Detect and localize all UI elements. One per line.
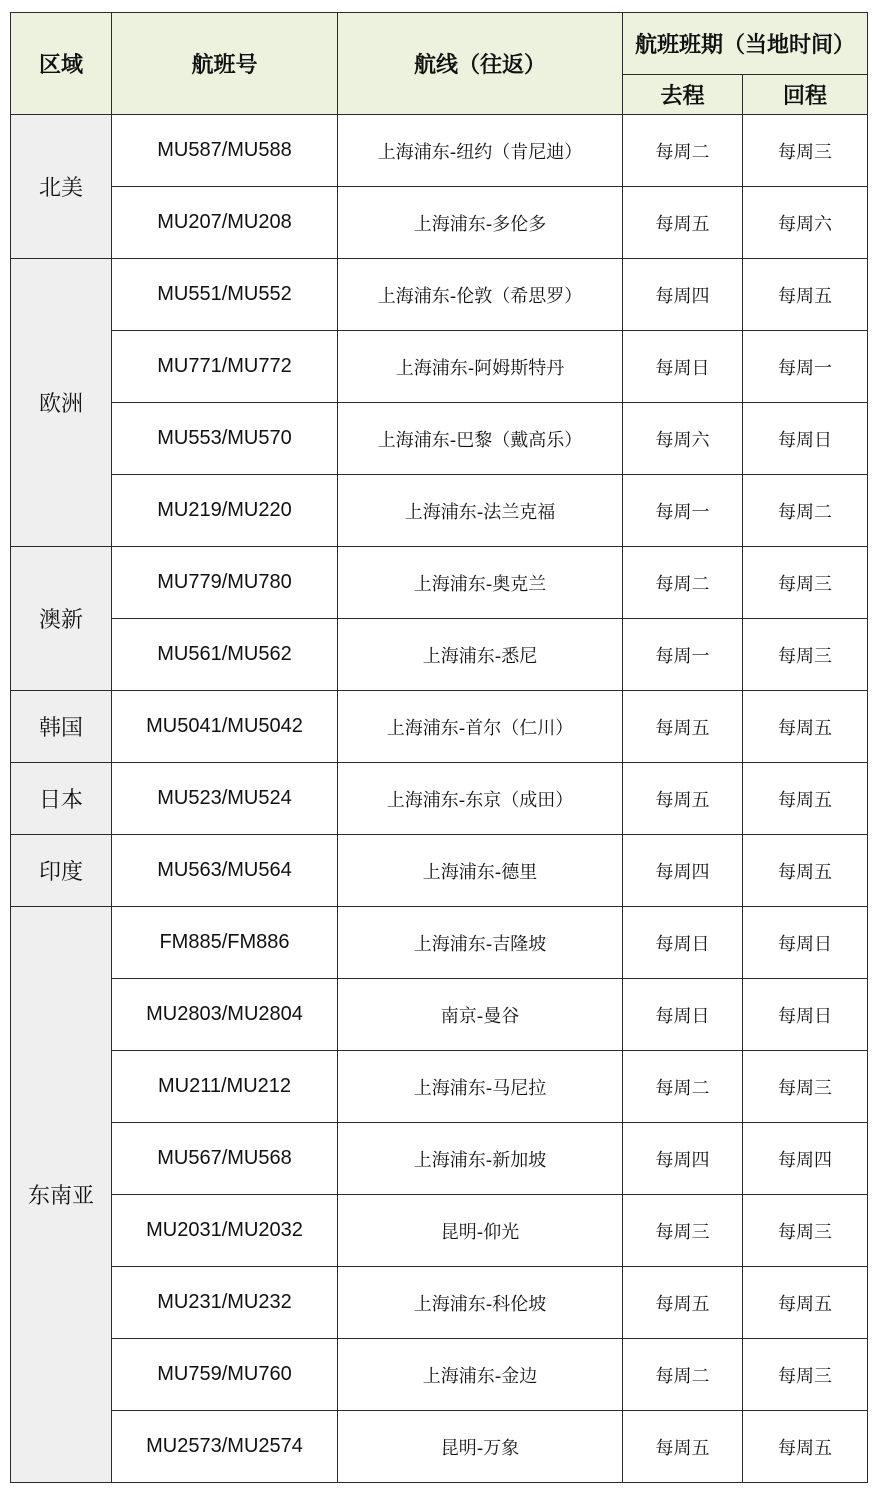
flight-number-cell: MU2803/MU2804 — [112, 979, 338, 1051]
return-day-cell: 每周三 — [743, 619, 868, 691]
return-day-cell: 每周日 — [743, 979, 868, 1051]
flight-number-cell: MU207/MU208 — [112, 187, 338, 259]
route-cell: 上海浦东-纽约（肯尼迪） — [338, 115, 623, 187]
flight-number-cell: MU2031/MU2032 — [112, 1195, 338, 1267]
table-row — [11, 1339, 868, 1411]
outbound-day-cell: 每周一 — [623, 475, 743, 547]
flight-number-cell: MU551/MU552 — [112, 259, 338, 331]
flight-number-cell: MU5041/MU5042 — [112, 691, 338, 763]
outbound-day-cell: 每周五 — [623, 187, 743, 259]
outbound-day-cell: 每周四 — [623, 259, 743, 331]
table-row — [11, 979, 868, 1051]
flight-number-cell: MU779/MU780 — [112, 547, 338, 619]
region-cell: 日本 — [11, 763, 112, 835]
route-cell: 南京-曼谷 — [338, 979, 623, 1051]
flight-number-cell: MU561/MU562 — [112, 619, 338, 691]
table-row — [11, 259, 868, 331]
outbound-day-cell: 每周四 — [623, 1123, 743, 1195]
outbound-day-cell: 每周二 — [623, 1051, 743, 1123]
flight-schedule-table — [10, 12, 868, 1483]
flight-schedule-table-container — [10, 12, 868, 1483]
route-cell: 上海浦东-金边 — [338, 1339, 623, 1411]
outbound-day-cell: 每周日 — [623, 979, 743, 1051]
region-cell: 印度 — [11, 835, 112, 907]
table-row — [11, 763, 868, 835]
route-cell: 上海浦东-多伦多 — [338, 187, 623, 259]
flight-number-cell: MU2573/MU2574 — [112, 1411, 338, 1483]
flight-number-cell: MU231/MU232 — [112, 1267, 338, 1339]
table-row — [11, 1051, 868, 1123]
route-cell: 上海浦东-奥克兰 — [338, 547, 623, 619]
route-cell: 上海浦东-新加坡 — [338, 1123, 623, 1195]
table-row — [11, 619, 868, 691]
table-row — [11, 547, 868, 619]
return-day-cell: 每周日 — [743, 403, 868, 475]
outbound-day-cell: 每周二 — [623, 1339, 743, 1411]
flight-number-cell: MU759/MU760 — [112, 1339, 338, 1411]
route-cell: 上海浦东-吉隆坡 — [338, 907, 623, 979]
table-row — [11, 115, 868, 187]
header-schedule: 航班班期（当地时间） — [623, 13, 868, 75]
outbound-day-cell: 每周五 — [623, 1267, 743, 1339]
route-cell: 上海浦东-马尼拉 — [338, 1051, 623, 1123]
outbound-day-cell: 每周二 — [623, 547, 743, 619]
return-day-cell: 每周六 — [743, 187, 868, 259]
return-day-cell: 每周三 — [743, 1051, 868, 1123]
flight-number-cell: MU211/MU212 — [112, 1051, 338, 1123]
route-cell: 上海浦东-巴黎（戴高乐） — [338, 403, 623, 475]
header-return: 回程 — [743, 75, 868, 115]
table-row — [11, 1267, 868, 1339]
route-cell: 上海浦东-法兰克福 — [338, 475, 623, 547]
outbound-day-cell: 每周五 — [623, 691, 743, 763]
flight-number-cell: FM885/FM886 — [112, 907, 338, 979]
flight-number-cell: MU523/MU524 — [112, 763, 338, 835]
return-day-cell: 每周三 — [743, 1339, 868, 1411]
header-flight-number: 航班号 — [112, 13, 338, 115]
route-cell: 上海浦东-东京（成田） — [338, 763, 623, 835]
outbound-day-cell: 每周五 — [623, 1411, 743, 1483]
table-row — [11, 1411, 868, 1483]
flight-number-cell: MU219/MU220 — [112, 475, 338, 547]
outbound-day-cell: 每周日 — [623, 907, 743, 979]
table-row — [11, 835, 868, 907]
flight-number-cell: MU563/MU564 — [112, 835, 338, 907]
return-day-cell: 每周日 — [743, 907, 868, 979]
outbound-day-cell: 每周二 — [623, 115, 743, 187]
outbound-day-cell: 每周六 — [623, 403, 743, 475]
route-cell: 上海浦东-伦敦（希思罗） — [338, 259, 623, 331]
outbound-day-cell: 每周五 — [623, 763, 743, 835]
table-row — [11, 691, 868, 763]
region-cell: 北美 — [11, 115, 112, 259]
flight-number-cell: MU567/MU568 — [112, 1123, 338, 1195]
return-day-cell: 每周一 — [743, 331, 868, 403]
return-day-cell: 每周五 — [743, 1267, 868, 1339]
flight-number-cell: MU587/MU588 — [112, 115, 338, 187]
outbound-day-cell: 每周四 — [623, 835, 743, 907]
route-cell: 上海浦东-科伦坡 — [338, 1267, 623, 1339]
return-day-cell: 每周五 — [743, 691, 868, 763]
return-day-cell: 每周五 — [743, 259, 868, 331]
table-row — [11, 475, 868, 547]
outbound-day-cell: 每周三 — [623, 1195, 743, 1267]
route-cell: 上海浦东-德里 — [338, 835, 623, 907]
region-cell: 东南亚 — [11, 907, 112, 1483]
flight-number-cell: MU771/MU772 — [112, 331, 338, 403]
flight-number-cell: MU553/MU570 — [112, 403, 338, 475]
table-body — [11, 115, 868, 1483]
region-cell: 欧洲 — [11, 259, 112, 547]
table-row — [11, 187, 868, 259]
route-cell: 上海浦东-首尔（仁川） — [338, 691, 623, 763]
header-region: 区域 — [11, 13, 112, 115]
outbound-day-cell: 每周日 — [623, 331, 743, 403]
table-row — [11, 403, 868, 475]
return-day-cell: 每周五 — [743, 763, 868, 835]
table-row — [11, 1195, 868, 1267]
route-cell: 昆明-万象 — [338, 1411, 623, 1483]
return-day-cell: 每周四 — [743, 1123, 868, 1195]
outbound-day-cell: 每周一 — [623, 619, 743, 691]
route-cell: 昆明-仰光 — [338, 1195, 623, 1267]
return-day-cell: 每周五 — [743, 835, 868, 907]
region-cell: 澳新 — [11, 547, 112, 691]
header-outbound: 去程 — [623, 75, 743, 115]
return-day-cell: 每周三 — [743, 547, 868, 619]
route-cell: 上海浦东-悉尼 — [338, 619, 623, 691]
return-day-cell: 每周三 — [743, 115, 868, 187]
table-row — [11, 331, 868, 403]
region-cell: 韩国 — [11, 691, 112, 763]
return-day-cell: 每周二 — [743, 475, 868, 547]
route-cell: 上海浦东-阿姆斯特丹 — [338, 331, 623, 403]
table-row — [11, 1123, 868, 1195]
header-route: 航线（往返） — [338, 13, 623, 115]
return-day-cell: 每周五 — [743, 1411, 868, 1483]
table-row — [11, 907, 868, 979]
return-day-cell: 每周三 — [743, 1195, 868, 1267]
